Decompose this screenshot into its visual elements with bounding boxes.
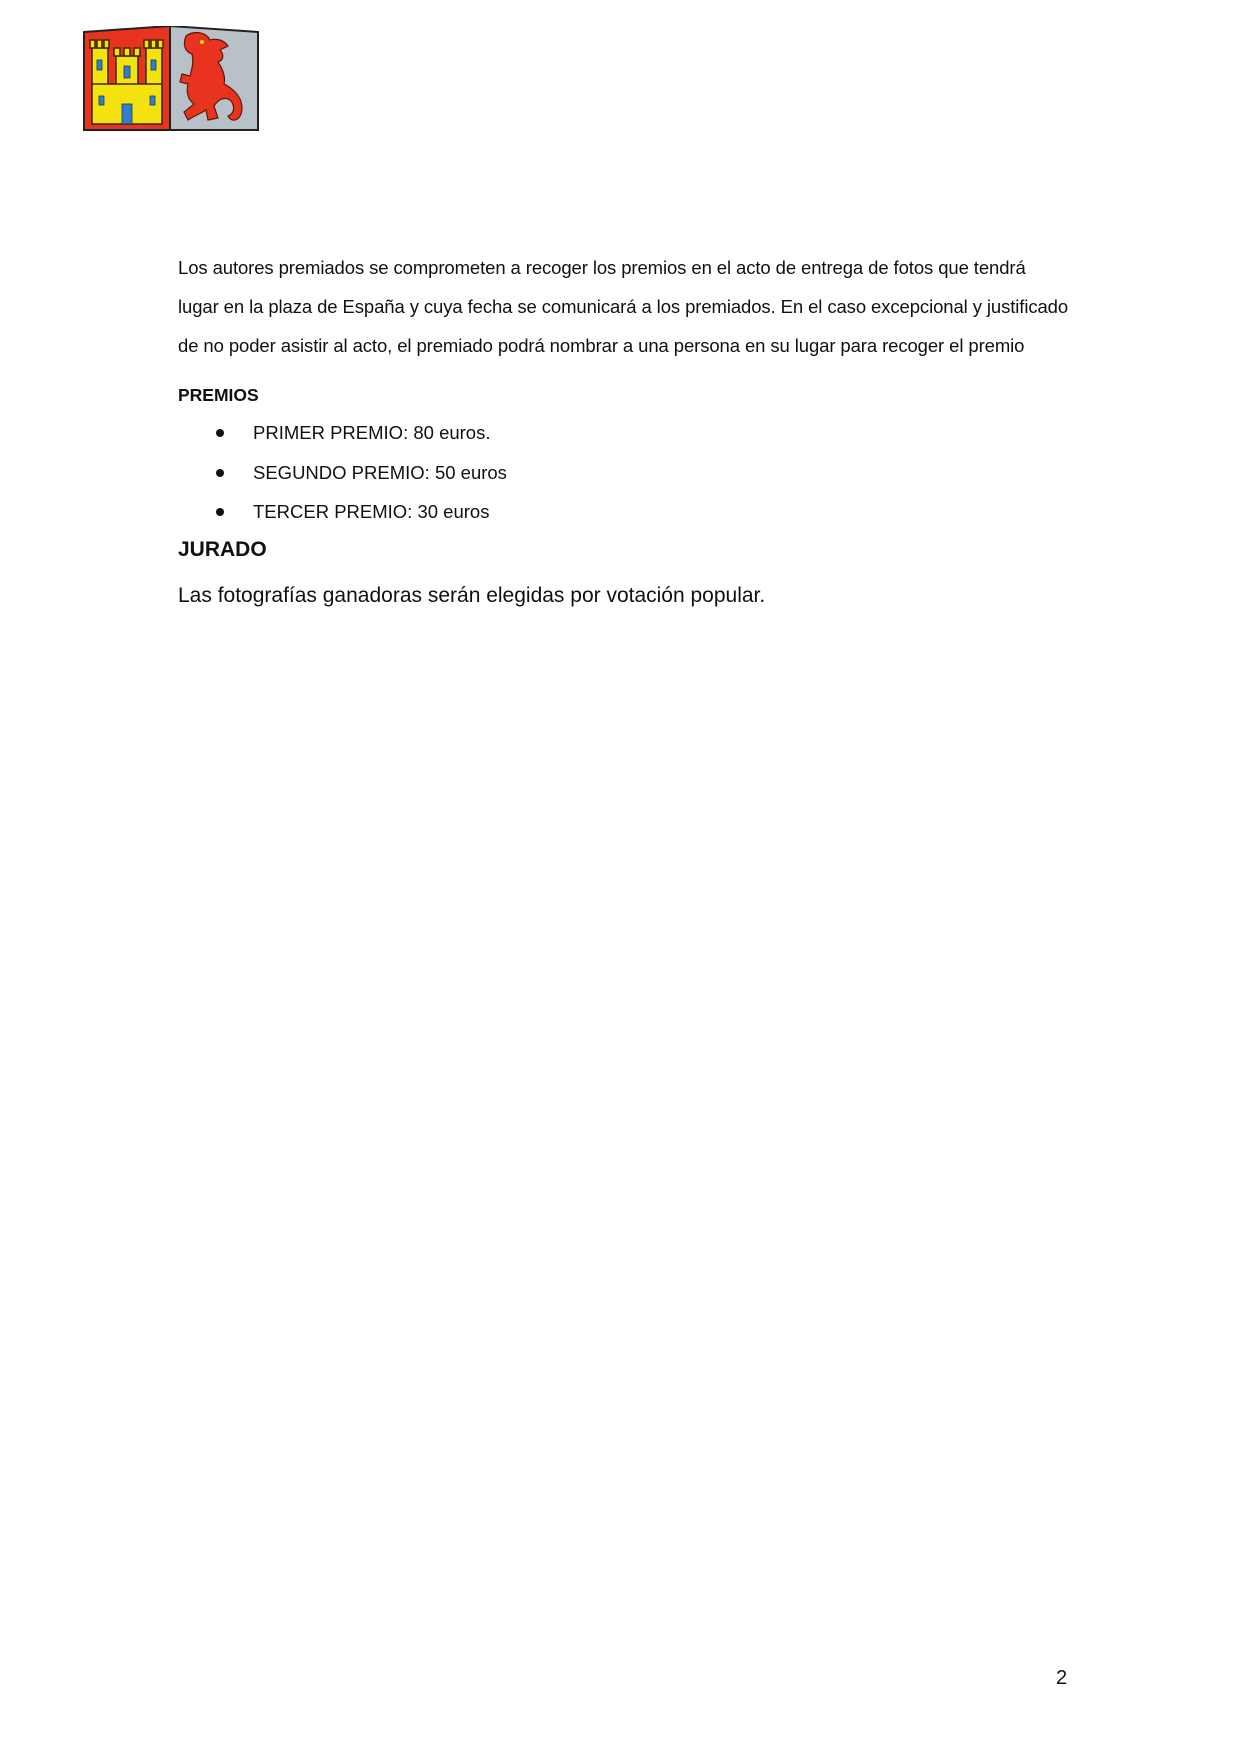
prize-third: TERCER PREMIO: 30 euros <box>253 501 490 522</box>
paragraph-line-2: lugar en la plaza de España y cuya fecha se comunicará a los premiados. En el caso excepcional y justificado <box>178 296 1069 317</box>
paragraph-line-3: de no poder asistir al acto, el premiado podrá nombrar a una persona en su lugar para recoger el premio <box>178 335 1025 356</box>
list-item <box>178 492 1078 532</box>
bullet-icon <box>216 469 224 477</box>
coat-of-arms-icon <box>82 26 262 132</box>
list-item <box>178 453 1078 493</box>
bullet-icon <box>216 508 224 516</box>
list-item <box>178 413 1078 453</box>
bullet-icon <box>216 429 224 437</box>
prizes-list <box>178 413 1078 532</box>
jury-text: Las fotografías ganadoras serán elegidas por votación popular. <box>178 583 766 607</box>
page-number: 2 <box>1056 1667 1068 1689</box>
jury-heading: JURADO <box>178 537 267 561</box>
prize-second: SEGUNDO PREMIO: 50 euros <box>253 461 507 483</box>
coat-of-arms-logo <box>82 26 262 132</box>
document-body <box>178 248 1078 614</box>
prizes-heading: PREMIOS <box>178 385 259 405</box>
awards-paragraph <box>178 248 1078 365</box>
prize-first: PRIMER PREMIO: 80 euros. <box>253 422 491 443</box>
paragraph-line-1: Los autores premiados se comprometen a recoger los premios en el acto de entrega de fotos que tendrá <box>178 257 1026 278</box>
